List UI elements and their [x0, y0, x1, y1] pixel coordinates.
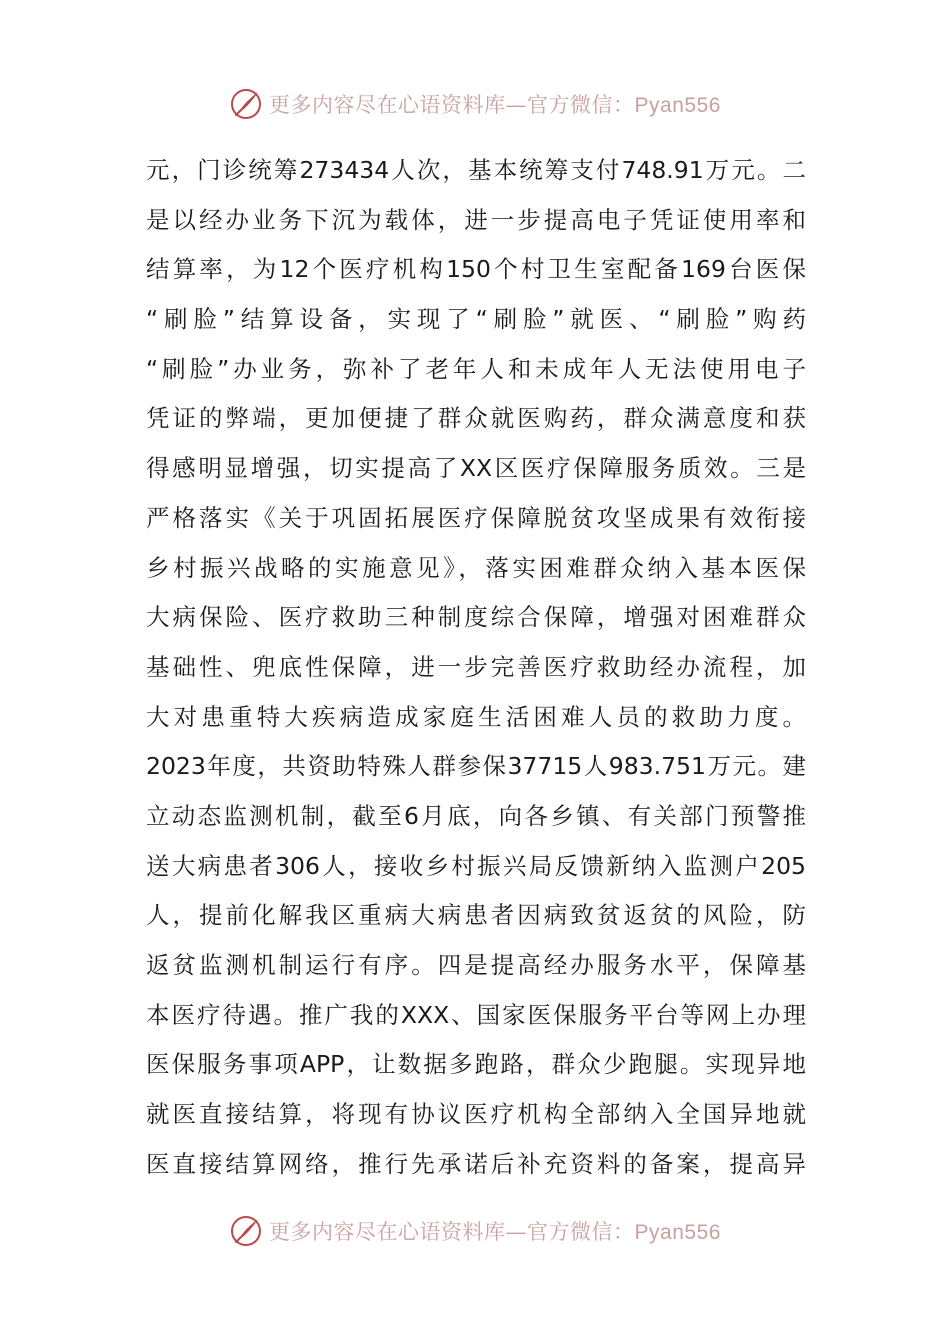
text-line: 是以经办业务下沉为载体，进一步提高电子凭证使用率和 [146, 205, 806, 234]
watermark-label: 官方微信： [527, 93, 635, 117]
text-line: 本医疗待遇。推广我的XXX、国家医保服务平台等网上办理 [146, 1000, 806, 1029]
text-line: 人，提前化解我区重病大病患者因病致贫返贫的风险，防 [146, 901, 806, 930]
text-line: 医直接结算网络，推行先承诺后补充资料的备案，提高异 [146, 1149, 806, 1178]
text-line: 大对患重特大疾病造成家庭生活困难人员的救助力度。 [146, 702, 806, 731]
text-line: 大病保险、医疗救助三种制度综合保障，增强对困难群众 [146, 603, 806, 632]
watermark-text [269, 1216, 721, 1246]
text-line: 2023年度，共资助特殊人群参保37715人983.751万元。建 [146, 752, 806, 781]
text-line: “刷脸”结算设备，实现了“刷脸”就医、“刷脸”购药 [146, 305, 806, 334]
watermark-footer [0, 1211, 950, 1251]
text-line: 基础性、兜底性保障，进一步完善医疗救助经办流程，加 [146, 652, 806, 681]
watermark-dash: — [505, 93, 528, 117]
text-line: 送大病患者306人，接收乡村振兴局反馈新纳入监测户205 [146, 851, 806, 880]
watermark-dash: — [505, 1220, 528, 1244]
text-line: 就医直接结算，将现有协议医疗机构全部纳入全国异地就 [146, 1100, 806, 1129]
text-line: 得感明显增强，切实提高了XX区医疗保障服务质效。三是 [146, 454, 806, 483]
text-line: 返贫监测机制运行有序。四是提高经办服务水平，保障基 [146, 951, 806, 979]
watermark-text [269, 89, 721, 119]
text-line: 元，门诊统筹273434人次，基本统筹支付748.91万元。二 [146, 156, 806, 184]
watermark-account: Pyan556 [634, 1221, 721, 1244]
watermark-header [0, 84, 950, 124]
document-body [146, 146, 806, 1189]
watermark-main: 更多内容尽在心语资料库 [269, 93, 506, 117]
text-line: 乡村振兴战略的实施意见》，落实困难群众纳入基本医保 [146, 553, 806, 582]
watermark-account: Pyan556 [634, 94, 721, 117]
text-line: “刷脸”办业务，弥补了老年人和未成年人无法使用电子 [146, 354, 806, 383]
watermark-main: 更多内容尽在心语资料库 [269, 1220, 506, 1244]
quill-logo-icon [229, 87, 263, 121]
text-line: 医保服务事项APP，让数据多跑路，群众少跑腿。实现异地 [146, 1050, 806, 1079]
text-line: 严格落实《关于巩固拓展医疗保障脱贫攻坚成果有效衔接 [146, 503, 806, 532]
text-line: 立动态监测机制，截至6月底，向各乡镇、有关部门预警推 [146, 801, 806, 830]
watermark-label: 官方微信： [527, 1220, 635, 1244]
quill-logo-icon [229, 1214, 263, 1248]
text-line: 结算率，为12个医疗机构150个村卫生室配备169台医保 [146, 255, 806, 284]
text-line: 凭证的弊端，更加便捷了群众就医购药，群众满意度和获 [146, 404, 806, 433]
